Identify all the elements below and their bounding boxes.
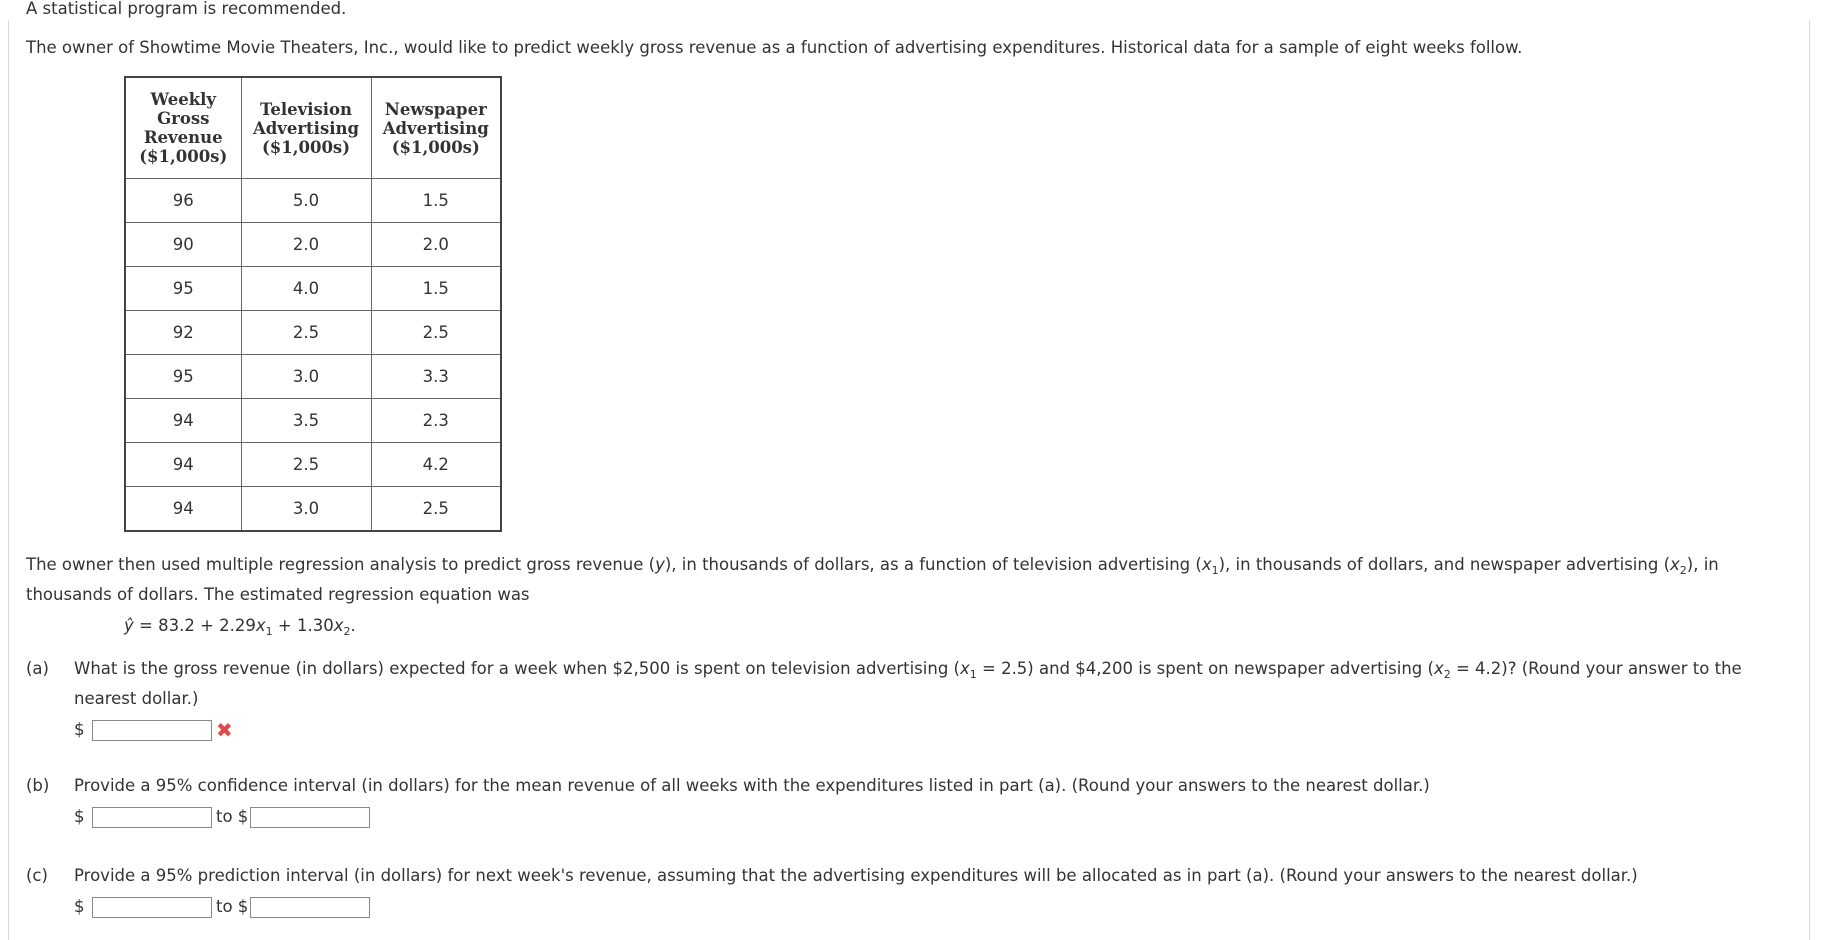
header-weekly-gross-revenue: Weekly Gross Revenue ($1,000s) <box>125 77 241 179</box>
header-television-advertising: Television Advertising ($1,000s) <box>241 77 371 179</box>
header-newspaper-advertising: Newspaper Advertising ($1,000s) <box>371 77 501 179</box>
intro-note: A statistical program is recommended. <box>26 0 347 18</box>
cell-newspaper: 2.0 <box>371 223 501 267</box>
cell-newspaper: 4.2 <box>371 443 501 487</box>
cell-television: 2.5 <box>241 443 371 487</box>
answer-a-input[interactable] <box>92 720 212 741</box>
answer-b-lower-input[interactable] <box>92 807 212 828</box>
data-table <box>124 76 502 532</box>
table-row <box>125 399 501 443</box>
currency-symbol: $ <box>74 719 85 739</box>
cell-television: 2.0 <box>241 223 371 267</box>
table-row <box>125 267 501 311</box>
question-a-text: What is the gross revenue (in dollars) expected for a week when $2,500 is spent on television advertising $(x_1 = 2.5)$ and $4,200 is spent on newspaper advertising $(x_2 = 4.2)$? (Round your answer to the nearest dollar.) <box>74 659 1742 708</box>
regression-equation: ŷ = $83.2 + 2.29x_1 + 1.30x_2$. <box>124 616 356 638</box>
cell-newspaper: 3.3 <box>371 355 501 399</box>
question-b-text: Provide a 95% confidence interval (in dollars) for the mean revenue of all weeks with the expenditures listed in part (a). (Round your answers to the nearest dollar.) <box>74 776 1430 795</box>
answer-a-row <box>74 718 233 742</box>
cell-newspaper: 1.5 <box>371 179 501 223</box>
table-row <box>125 355 501 399</box>
question-b-label: (b) <box>26 776 50 795</box>
cell-television: 3.5 <box>241 399 371 443</box>
cell-television: 2.5 <box>241 311 371 355</box>
cell-television: 3.0 <box>241 355 371 399</box>
cell-revenue: 96 <box>125 179 241 223</box>
cell-revenue: 94 <box>125 443 241 487</box>
cell-newspaper: 2.5 <box>371 311 501 355</box>
problem-paragraph-2: The owner then used multiple regression analysis to predict gross revenue (y), in thousands of dollars, as a function of television advertising $(x_1)$, in thousands of dollars, and newspaper advertising $(x_2)$, in thousands of dollars. The estimated regression equation was <box>26 555 1719 604</box>
table-row <box>125 311 501 355</box>
question-c <box>26 864 1796 888</box>
answer-c-row <box>74 897 370 918</box>
table-row <box>125 223 501 267</box>
to-label: to $ <box>216 807 249 826</box>
question-a <box>26 657 1796 711</box>
cell-revenue: 92 <box>125 311 241 355</box>
currency-symbol: $ <box>74 807 85 826</box>
incorrect-x-icon: ✖ <box>216 718 233 742</box>
cell-revenue: 95 <box>125 267 241 311</box>
table-row <box>125 179 501 223</box>
question-c-text: Provide a 95% prediction interval (in dollars) for next week's revenue, assuming that the advertising expenditures will be allocated as in part (a). (Round your answers to the nearest dollar.) <box>74 866 1638 885</box>
answer-c-lower-input[interactable] <box>92 897 212 918</box>
table-row <box>125 443 501 487</box>
cell-television: 5.0 <box>241 179 371 223</box>
cell-television: 4.0 <box>241 267 371 311</box>
question-b <box>26 774 1796 798</box>
cell-revenue: 94 <box>125 487 241 532</box>
cell-revenue: 94 <box>125 399 241 443</box>
answer-b-row <box>74 807 370 828</box>
problem-paragraph-1: The owner of Showtime Movie Theaters, Inc., would like to predict weekly gross revenue as a function of advertising expenditures. Historical data for a sample of eight weeks follow. <box>26 38 1523 57</box>
answer-c-upper-input[interactable] <box>250 897 370 918</box>
cell-newspaper: 2.3 <box>371 399 501 443</box>
cell-newspaper: 2.5 <box>371 487 501 532</box>
table-row <box>125 487 501 532</box>
currency-symbol: $ <box>74 897 85 916</box>
question-c-label: (c) <box>26 866 48 885</box>
answer-b-upper-input[interactable] <box>250 807 370 828</box>
to-label: to $ <box>216 897 249 916</box>
cell-television: 3.0 <box>241 487 371 532</box>
cell-revenue: 90 <box>125 223 241 267</box>
cell-revenue: 95 <box>125 355 241 399</box>
question-a-label: (a) <box>26 659 49 678</box>
cell-newspaper: 1.5 <box>371 267 501 311</box>
